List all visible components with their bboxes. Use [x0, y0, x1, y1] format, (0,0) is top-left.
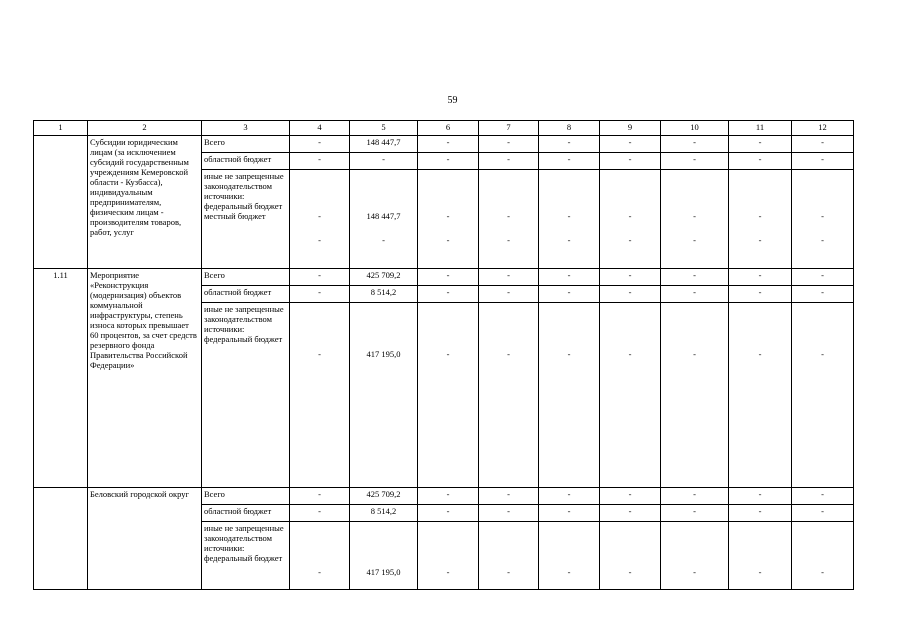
value-cell: - — [729, 136, 792, 153]
local-budget-label: местный бюджет — [204, 211, 266, 221]
value-cell: - — [350, 153, 418, 170]
value-cell: - — [792, 505, 854, 522]
value-cell: - — [479, 136, 539, 153]
value-cell: - - — [539, 170, 600, 269]
value-cell: - — [661, 505, 729, 522]
item-name: Мероприятие «Реконструкция (модернизация) объектов коммунальной инфраструктуры, степень износа которых превышает 60 процентов, за счет средств резервного фонда Правительства Российской Федерации» — [88, 269, 202, 488]
value-cell: 148 447,7 — [350, 136, 418, 153]
value-cell: - — [418, 286, 479, 303]
header-cell: 9 — [600, 121, 661, 136]
value-cell: - - — [600, 170, 661, 269]
table-row — [34, 488, 854, 505]
value-cell: - — [729, 269, 792, 286]
value-cell: - — [418, 522, 479, 590]
item-number: 1.11 — [34, 269, 88, 488]
value-cell: - - — [792, 170, 854, 269]
value-cell: - — [600, 488, 661, 505]
value-cell: - - — [418, 170, 479, 269]
value-cell: - — [729, 286, 792, 303]
value-cell: - - — [290, 170, 350, 269]
value-cell: - — [792, 488, 854, 505]
value-cell: - — [792, 269, 854, 286]
value-cell: - — [792, 286, 854, 303]
value-cell: - — [539, 522, 600, 590]
value-cell: - — [539, 303, 600, 488]
other-sources-label: иные не запрещенные законодательством источники: — [204, 171, 284, 201]
value-cell: - — [661, 522, 729, 590]
header-cell: 6 — [418, 121, 479, 136]
value-cell: - — [600, 505, 661, 522]
value-cell: - — [290, 303, 350, 488]
value-cell: 425 709,2 — [350, 488, 418, 505]
source-label: областной бюджет — [202, 505, 290, 522]
value-cell: - — [290, 136, 350, 153]
value-cell: - — [539, 286, 600, 303]
budget-table — [33, 120, 854, 590]
value-cell: - — [479, 488, 539, 505]
value-cell: 417 195,0 — [350, 303, 418, 488]
value-cell: - - — [479, 170, 539, 269]
value-cell: - — [290, 488, 350, 505]
value-cell: - — [418, 269, 479, 286]
header-cell: 5 — [350, 121, 418, 136]
source-label: Всего — [202, 269, 290, 286]
value-cell: - — [661, 286, 729, 303]
value-cell: - — [729, 153, 792, 170]
value-cell: - — [729, 522, 792, 590]
item-name: Беловский городской округ — [88, 488, 202, 590]
value-cell: - — [290, 505, 350, 522]
value-cell: - — [479, 505, 539, 522]
header-cell: 11 — [729, 121, 792, 136]
value-cell: - — [539, 136, 600, 153]
header-cell: 3 — [202, 121, 290, 136]
value-cell: - — [418, 488, 479, 505]
value-cell: - — [539, 269, 600, 286]
federal-budget-label: федеральный бюджет — [204, 553, 283, 563]
header-cell: 10 — [661, 121, 729, 136]
value-cell: - — [290, 522, 350, 590]
value-cell: - — [600, 286, 661, 303]
value-cell: - — [539, 505, 600, 522]
value-cell: - — [479, 269, 539, 286]
value-cell: - — [792, 136, 854, 153]
header-row — [34, 121, 854, 136]
value-cell: - — [290, 269, 350, 286]
value-cell: - — [661, 153, 729, 170]
value-cell: - — [661, 488, 729, 505]
value-cell: - — [661, 303, 729, 488]
item-name: Субсидии юридическим лицам (за исключением субсидий государственным учреждениям Кемеровской области - Кузбасса), индивидуальным предпринимателям, физическим лицам - производителям товаров, работ, услуг — [88, 136, 202, 269]
source-label: областной бюджет — [202, 153, 290, 170]
value-cell: - — [792, 522, 854, 590]
header-cell: 8 — [539, 121, 600, 136]
value-cell: - — [539, 488, 600, 505]
header-cell: 12 — [792, 121, 854, 136]
value-cell: - — [539, 153, 600, 170]
value-cell: 8 514,2 — [350, 286, 418, 303]
value-cell: - — [729, 505, 792, 522]
value-cell: - — [479, 303, 539, 488]
value-cell: 8 514,2 — [350, 505, 418, 522]
value-cell: - — [600, 522, 661, 590]
table-row — [34, 269, 854, 286]
value-cell: - - — [729, 170, 792, 269]
source-label — [202, 170, 290, 269]
value-cell: - — [600, 303, 661, 488]
source-label — [202, 522, 290, 590]
value-cell: - — [418, 505, 479, 522]
value-cell: - — [479, 522, 539, 590]
value-cell: - — [600, 136, 661, 153]
value-cell: 417 195,0 — [350, 522, 418, 590]
source-label: Всего — [202, 136, 290, 153]
item-number — [34, 488, 88, 590]
value-cell: - — [600, 269, 661, 286]
value-cell: - — [600, 153, 661, 170]
value-cell: - — [479, 286, 539, 303]
value-cell: - — [661, 136, 729, 153]
value-cell: - — [418, 153, 479, 170]
header-cell: 7 — [479, 121, 539, 136]
value-cell: - — [418, 136, 479, 153]
value-cell: 425 709,2 — [350, 269, 418, 286]
value-cell: - — [729, 488, 792, 505]
value-cell: - — [661, 269, 729, 286]
value-cell: - — [792, 303, 854, 488]
item-number — [34, 136, 88, 269]
value-cell: 148 447,7 - — [350, 170, 418, 269]
federal-budget-label: федеральный бюджет — [204, 201, 283, 211]
value-cell: - — [792, 153, 854, 170]
source-label: Всего — [202, 488, 290, 505]
value-cell: - — [418, 303, 479, 488]
table-row — [34, 136, 854, 153]
header-cell: 4 — [290, 121, 350, 136]
value-cell: - — [729, 303, 792, 488]
federal-budget-label: федеральный бюджет — [204, 334, 283, 344]
page-number: 59 — [447, 95, 458, 106]
source-label — [202, 303, 290, 488]
header-cell: 1 — [34, 121, 88, 136]
value-cell: - — [290, 153, 350, 170]
value-cell: - — [479, 153, 539, 170]
value-cell: - — [290, 286, 350, 303]
value-cell: - - — [661, 170, 729, 269]
source-label: областной бюджет — [202, 286, 290, 303]
other-sources-label: иные не запрещенные законодательством источники: — [204, 523, 284, 553]
other-sources-label: иные не запрещенные законодательством источники: — [204, 304, 284, 334]
header-cell: 2 — [88, 121, 202, 136]
